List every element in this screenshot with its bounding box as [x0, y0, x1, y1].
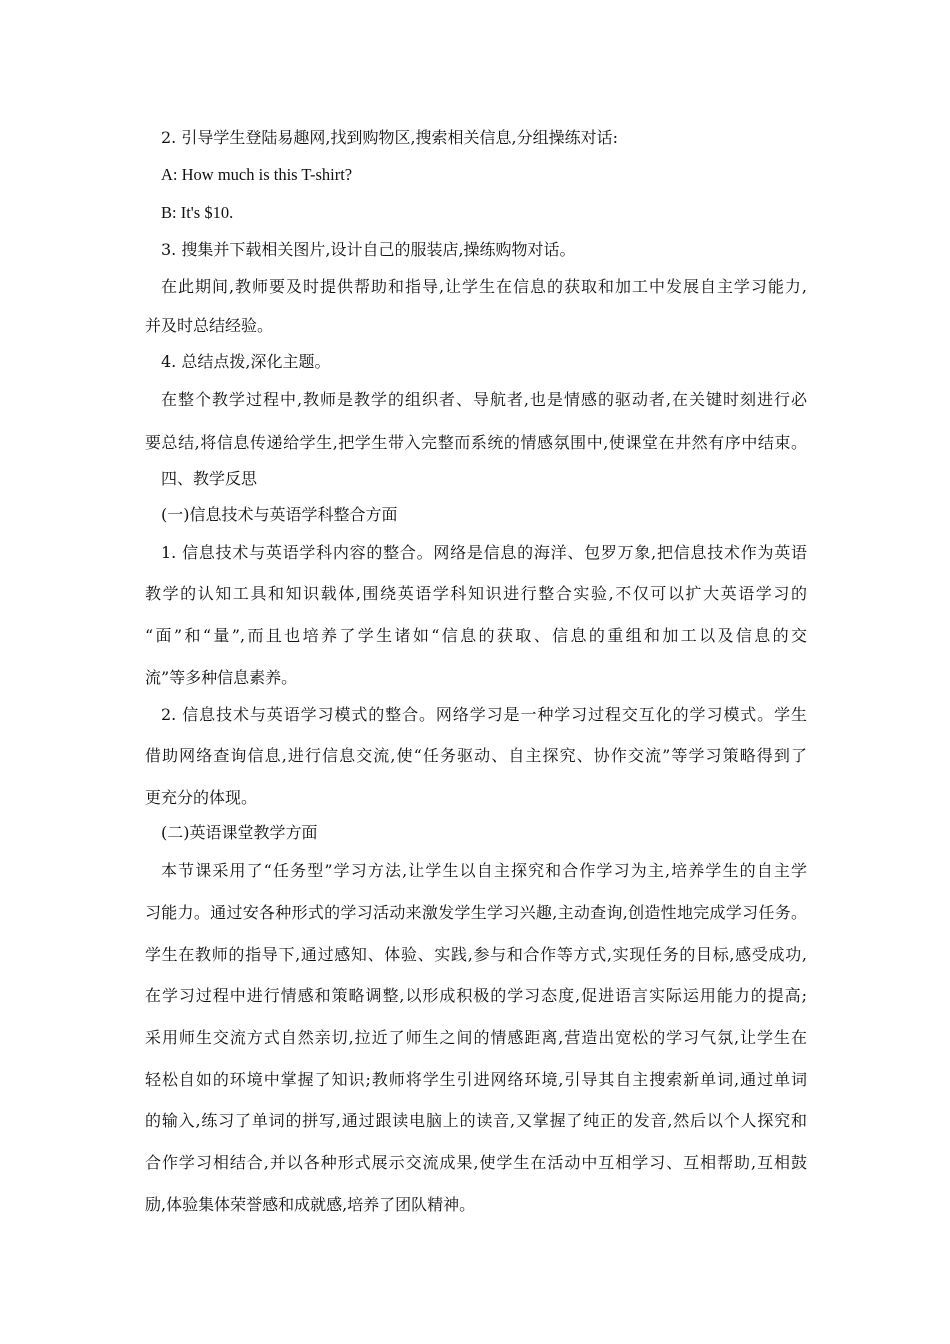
text-line: 2. 信息技术与英语学习模式的整合。网络学习是一种学习过程交互化的学习模式。学生	[161, 705, 807, 724]
text-line: 采用师生交流方式自然亲切,拉近了师生之间的情感距离,营造出宽松的学习气氛,让学生在	[145, 1028, 807, 1047]
text-line: 教学的认知工具和知识载体,围绕英语学科知识进行整合实验,不仅可以扩大英语学习的	[145, 584, 807, 603]
text-line: 流”等多种信息素养。	[145, 668, 298, 687]
text-line: “面”和“量”,而且也培养了学生诸如“信息的获取、信息的重组和加工以及信息的交	[145, 626, 807, 645]
subsection-heading: (一)信息技术与英语学科整合方面	[161, 505, 398, 524]
text-line: 习能力。通过安各种形式的学习活动来激发学生学习兴趣,主动查询,创造性地完成学习任务。	[145, 903, 807, 922]
text-line: 1. 信息技术与英语学科内容的整合。网络是信息的海洋、包罗万象,把信息技术作为英语	[161, 543, 807, 562]
text-line: 在学习过程中进行情感和策略调整,以形成积极的学习态度,促进语言实际运用能力的提高;	[145, 986, 807, 1005]
subsection-heading: (二)英语课堂教学方面	[161, 823, 318, 842]
text-line: 要总结,将信息传递给学生,把学生带入完整而系统的情感氛围中,使课堂在井然有序中结束。	[145, 433, 807, 452]
text-line: 并及时总结经验。	[145, 316, 274, 335]
text-line: 在此期间,教师要及时提供帮助和指导,让学生在信息的获取和加工中发展自主学习能力,	[161, 277, 807, 296]
text-line: 在整个教学过程中,教师是教学的组织者、导航者,也是情感的驱动者,在关键时刻进行必	[161, 390, 807, 409]
text-line: 本节课采用了“任务型”学习方法,让学生以自主探究和合作学习为主,培养学生的自主学	[161, 861, 807, 880]
text-line: 励,体验集体荣誉感和成就感,培养了团队精神。	[145, 1195, 476, 1214]
text-line: 合作学习相结合,并以各种形式展示交流成果,使学生在活动中互相学习、互相帮助,互相鼓	[145, 1153, 807, 1172]
dialogue-line-b: B: It's $10.	[161, 203, 234, 222]
section-heading: 四、教学反思	[161, 469, 258, 488]
text-line: 借助网络查询信息,进行信息交流,使“任务驱动、自主探究、协作交流”等学习策略得到了	[145, 746, 807, 765]
text-line: 更充分的体现。	[145, 788, 258, 807]
text-line: 2. 引导学生登陆易趣网,找到购物区,搜索相关信息,分组操练对话:	[161, 128, 619, 147]
text-line: 4. 总结点拨,深化主题。	[161, 352, 331, 371]
text-line: 轻松自如的环境中掌握了知识;教师将学生引进网络环境,引导其自主搜索新单词,通过单词	[145, 1070, 807, 1089]
dialogue-line-a: A: How much is this T-shirt?	[161, 165, 353, 184]
text-line: 3. 搜集并下载相关图片,设计自己的服装店,操练购物对话。	[161, 240, 576, 259]
text-line: 的输入,练习了单词的拼写,通过跟读电脑上的读音,又掌握了纯正的发音,然后以个人探究和	[145, 1111, 807, 1130]
text-line: 学生在教师的指导下,通过感知、体验、实践,参与和合作等方式,实现任务的目标,感受成功,	[145, 945, 807, 964]
